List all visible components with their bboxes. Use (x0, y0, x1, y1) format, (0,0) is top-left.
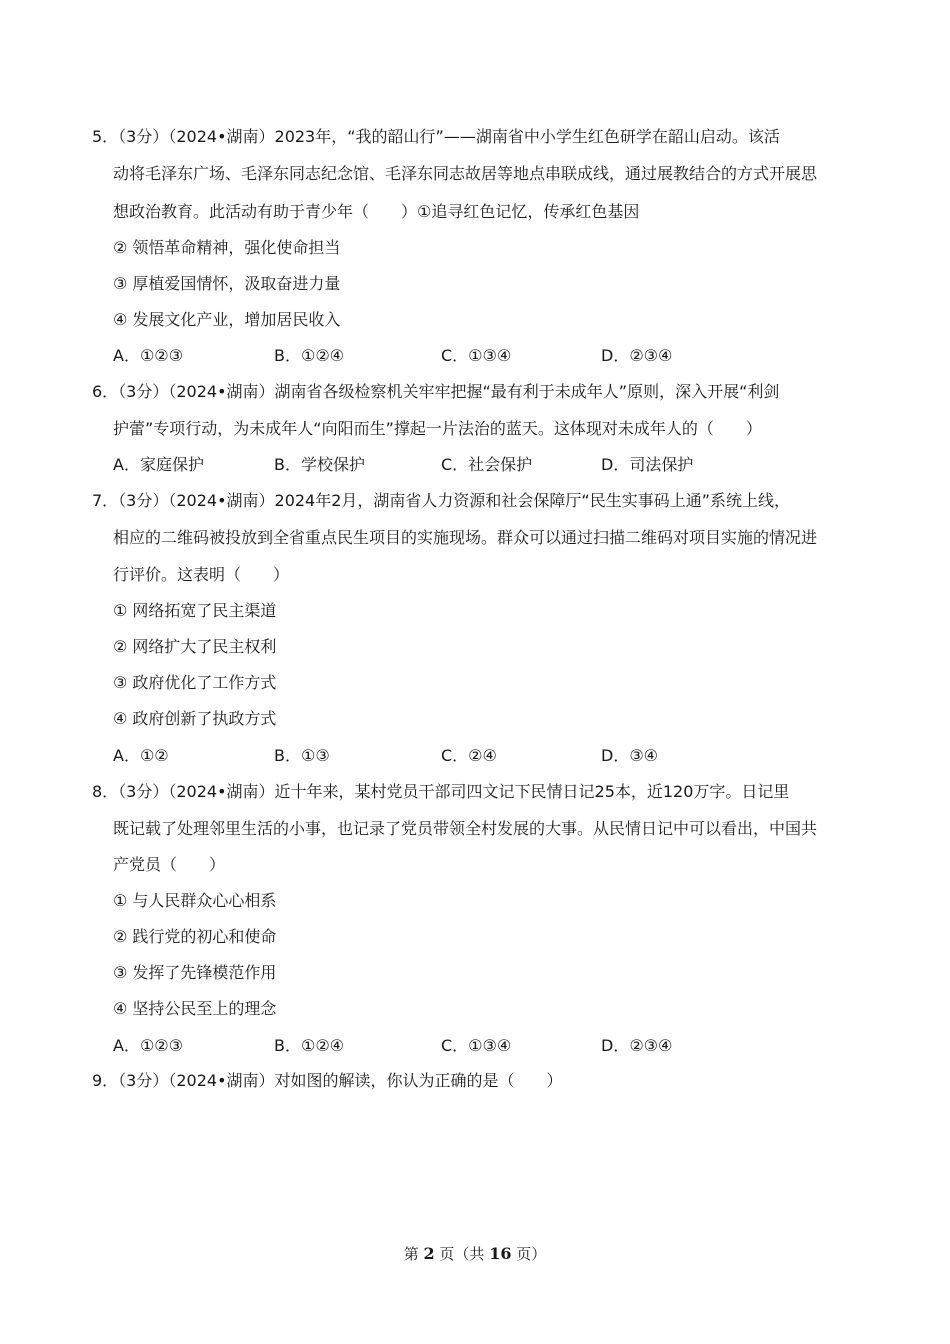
page-footer (0, 1243, 950, 1264)
statement-item: ③ 厚植爱国情怀，汲取奋进力量 (113, 274, 341, 293)
statement-item: ③ 发挥了先锋模范作用 (113, 963, 277, 982)
option-b[interactable]: B．①②④ (274, 1036, 345, 1055)
option-c[interactable]: C．①③④ (441, 346, 512, 365)
option-d[interactable]: D．③④ (601, 746, 659, 765)
question-stem-line: 行评价。这表明（ ） (113, 565, 290, 584)
statement-item: ① 与人民群众心心相系 (113, 891, 277, 910)
question-stem-line: 相应的二维码被投放到全省重点民生项目的实施现场。群众可以通过扫描二维码对项目实施的情况进 (113, 528, 818, 547)
footer-prefix: 第 (403, 1245, 419, 1263)
question-stem-line: 既记载了处理邻里生活的小事，也记录了党员带领全村发展的大事。从民情日记中可以看出，中国共 (113, 819, 818, 838)
question-stem-line: 7．（3分）（2024•湖南）2024年2月，湖南省人力资源和社会保障厅“民生实事码上通”系统上线， (92, 491, 790, 510)
option-c[interactable]: C．①③④ (441, 1036, 512, 1055)
statement-item: ② 领悟革命精神，强化使命担当 (113, 238, 341, 257)
footer-suffix: 页） (516, 1245, 547, 1263)
option-a[interactable]: A．①②③ (113, 346, 183, 365)
question-stem-line: 想政治教育。此活动有助于青少年（ ）①追寻红色记忆，传承红色基因 (113, 202, 640, 221)
option-d[interactable]: D．②③④ (601, 346, 673, 365)
statement-item: ④ 坚持公民至上的理念 (113, 999, 277, 1018)
option-a[interactable]: A．①②③ (113, 1036, 183, 1055)
option-b[interactable]: B．①③ (274, 746, 330, 765)
option-a[interactable]: A．①② (113, 746, 169, 765)
statement-item: ④ 政府创新了执政方式 (113, 709, 277, 728)
question-stem-line: 5．（3分）（2024•湖南）2023年，“我的韶山行”——湖南省中小学生红色研学在韶山启动。该活 (92, 127, 780, 146)
footer-middle: 页（共 (439, 1245, 485, 1263)
question-stem-line: 8．（3分）（2024•湖南）近十年来，某村党员干部司四文记下民情日记25本，近120万字。日记里 (92, 782, 790, 801)
current-page-number: 2 (423, 1244, 435, 1263)
option-b[interactable]: B．①②④ (274, 346, 345, 365)
question-stem-line: 9．（3分）（2024•湖南）对如图的解读，你认为正确的是（ ） (92, 1071, 563, 1090)
question-stem-line: 护蕾”专项行动，为未成年人“向阳而生”撑起一片法治的蓝天。这体现对未成年人的（ ） (113, 419, 762, 438)
question-stem-line: 6．（3分）（2024•湖南）湖南省各级检察机关牢牢把握“最有利于未成年人”原则，深入开展“利剑 (92, 382, 780, 401)
statement-item: ① 网络拓宽了民主渠道 (113, 601, 277, 620)
statement-item: ② 网络扩大了民主权利 (113, 637, 277, 656)
statement-item: ④ 发展文化产业，增加居民收入 (113, 310, 341, 329)
option-d[interactable]: D．②③④ (601, 1036, 673, 1055)
option-a[interactable]: A．家庭保护 (113, 455, 204, 474)
question-stem-line: 动将毛泽东广场、毛泽东同志纪念馆、毛泽东同志故居等地点串联成线，通过展教结合的方式开展思 (113, 164, 818, 183)
statement-item: ③ 政府优化了工作方式 (113, 673, 277, 692)
option-b[interactable]: B．学校保护 (274, 455, 365, 474)
option-c[interactable]: C．社会保护 (441, 455, 533, 474)
option-d[interactable]: D．司法保护 (601, 455, 694, 474)
option-c[interactable]: C．②④ (441, 746, 497, 765)
question-stem-line: 产党员（ ） (113, 855, 226, 874)
total-page-number: 16 (489, 1244, 512, 1263)
statement-item: ② 践行党的初心和使命 (113, 927, 277, 946)
